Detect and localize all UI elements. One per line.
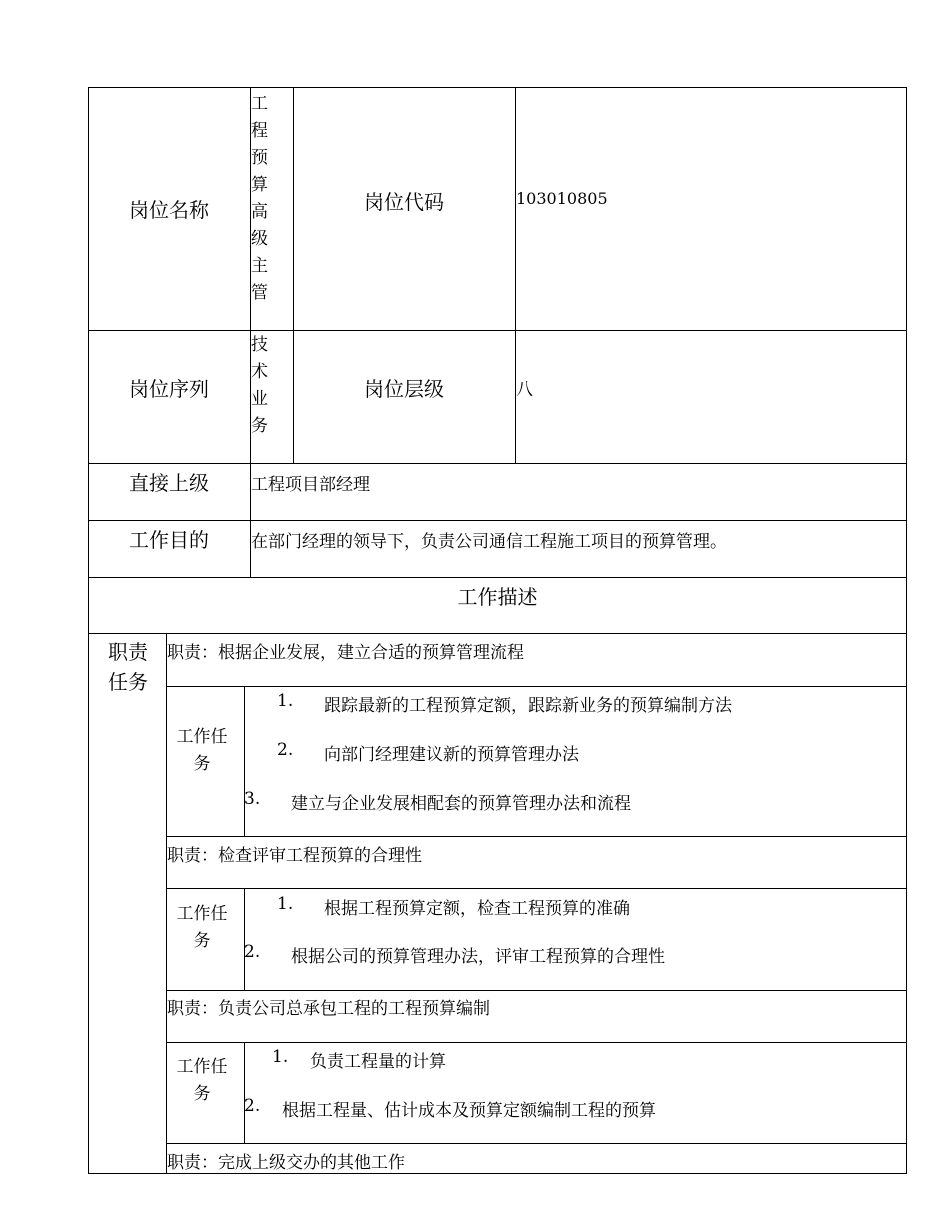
task-label: 工作任务 — [176, 1057, 228, 1104]
direct-superior-value: 工程项目部经理 — [251, 475, 370, 495]
duty-title: 职责：根据企业发展，建立合适的预算管理流程 — [167, 643, 524, 663]
task-text: 建立与企业发展相配套的预算管理办法和流程 — [291, 794, 631, 814]
task-text: 根据工程量、估计成本及预算定额编制工程的预算 — [282, 1101, 656, 1121]
position-level-value: 八 — [516, 380, 533, 400]
duty-title: 职责：完成上级交办的其他工作 — [167, 1153, 405, 1173]
position-code-label: 岗位代码 — [364, 189, 444, 214]
position-name-label: 岗位名称 — [129, 198, 209, 222]
task-text: 向部门经理建议新的预算管理办法 — [324, 745, 579, 765]
work-purpose-value: 在部门经理的领导下，负责公司通信工程施工项目的预算管理。 — [251, 532, 727, 552]
position-name-value: 工程预算高级主管 — [251, 94, 268, 303]
direct-superior-label: 直接上级 — [129, 470, 209, 495]
task-number: 1. — [277, 691, 294, 711]
task-text: 根据公司的预算管理办法，评审工程预算的合理性 — [291, 947, 665, 967]
position-series-value: 技术业务 — [251, 335, 268, 436]
task-label: 工作任务 — [176, 904, 228, 951]
duties-label: 职责任务 — [108, 640, 148, 694]
position-series-label: 岗位序列 — [129, 376, 209, 401]
task-number: 2. — [277, 740, 294, 760]
task-text: 负责工程量的计算 — [310, 1052, 446, 1072]
task-number: 2. — [244, 942, 261, 962]
position-level-label: 岗位层级 — [364, 376, 444, 401]
work-purpose-label: 工作目的 — [129, 527, 209, 552]
position-code-value: 103010805 — [516, 189, 608, 208]
duty-title: 职责：负责公司总承包工程的工程预算编制 — [167, 999, 490, 1019]
task-number: 1. — [277, 894, 294, 914]
task-number: 3. — [244, 789, 261, 809]
duty-title: 职责：检查评审工程预算的合理性 — [167, 846, 422, 866]
task-text: 跟踪最新的工程预算定额，跟踪新业务的预算编制方法 — [324, 696, 732, 716]
task-number: 1. — [272, 1047, 289, 1067]
work-description-header: 工作描述 — [457, 584, 538, 609]
task-text: 根据工程预算定额，检查工程预算的准确 — [324, 899, 630, 919]
task-label: 工作任务 — [176, 727, 228, 774]
task-number: 2. — [244, 1096, 261, 1116]
